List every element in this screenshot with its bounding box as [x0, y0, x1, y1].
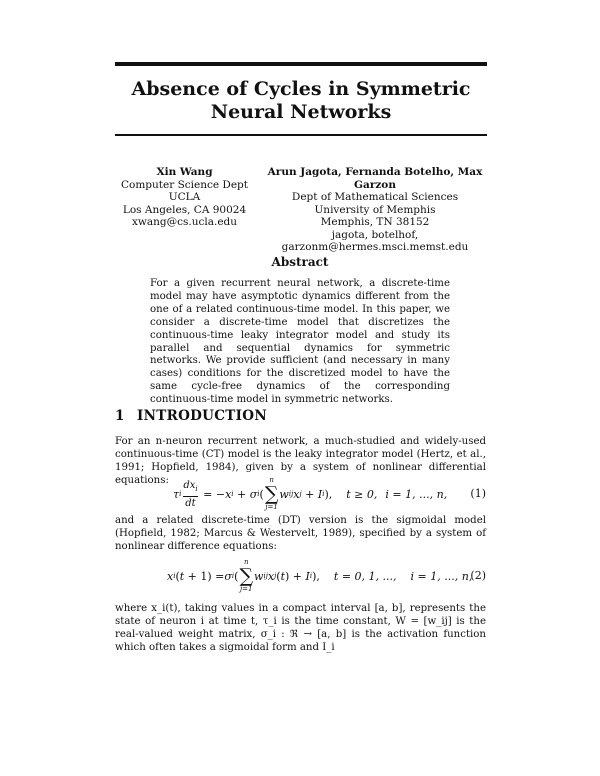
equation-2 [115, 552, 486, 600]
equation-2-number: (2) [470, 569, 486, 582]
author-email: xwang@cs.ucla.edu [131, 216, 238, 228]
author-block-left [112, 166, 257, 229]
derivative-fraction: $\frac{dx_i}{dt}$ [183, 479, 198, 509]
intro-paragraph-1: For an n-neuron recurrent network, a much-studied and widely-used continuous-time (CT) model is the leaky integrator model (Hertz, et al., 1991; Hopfield, 1984), given by a system of nonlinear differential equations: [115, 436, 486, 486]
author-affiliation-line: UCLA [168, 191, 201, 203]
author-affiliation-line: Memphis, TN 38152 [320, 216, 430, 228]
equation-2-condition-index: i = 1, ..., n, [410, 569, 473, 583]
equation-1-condition-index: i = 1, ..., n, [385, 487, 448, 501]
equation-2-condition-time: t = 0, 1, ..., [333, 569, 397, 583]
author-name: Arun Jagota, Fernanda Botelho, Max Garzon [267, 166, 483, 191]
author-affiliation-line: University of Memphis [314, 203, 436, 216]
equation-2-body: x i ( t + 1) = σ i ( n ∑ j=1 w ij x j ( t ) + I i ), t = 0, 1, ..., i = 1, ..., n, [167, 558, 473, 593]
section-title: INTRODUCTION [137, 408, 267, 424]
summation-symbol: n ∑ j=1 [239, 558, 254, 593]
author-affiliation-line: Los Angeles, CA 90024 [122, 203, 247, 216]
author-name: Xin Wang [156, 166, 213, 178]
abstract-text: For a given recurrent neural network, a discrete-time model may have asymptotic dynamics different from the one of a related continuous-time model. In this paper, we consider a discrete-time model that discretizes the continuous-time leaky integrator model and study its parallel and sequential dynamics for symmetric networks. We provide sufficient (and necessary in many cases) conditions for the discretized model to have the same cycle-free dynamics of the corresponding continuous-time model in symmetric networks. [150, 278, 450, 406]
equation-1-body: τ i $\frac{dx_i}{dt}$ = − x i + σ i ( n ∑ j=1 w ij x j + I i ), t ≥ 0, i = 1, ..., n, [173, 476, 448, 511]
equation-1 [115, 470, 486, 518]
title-rule-top [115, 62, 487, 66]
intro-paragraph-2: and a related discrete-time (DT) version is the sigmoidal model (Hopfield, 1982; Marcus & Westervelt, 1989), specified by a system of nonlinear difference equations: [115, 515, 486, 552]
summation-symbol: n ∑ j=1 [264, 476, 279, 511]
section-number: 1 [115, 408, 125, 424]
section-heading [115, 408, 267, 424]
author-affiliation-line: Computer Science Dept [121, 178, 248, 191]
equation-1-condition-time: t ≥ 0, [346, 487, 378, 501]
title-rule-bottom [115, 134, 487, 136]
author-block-right [250, 166, 500, 254]
author-email: jagota, botelhof, garzonm@hermes.msci.memst.edu [281, 228, 469, 253]
paper-title: Absence of Cycles in Symmetric Neural Networks [131, 78, 471, 123]
equation-1-number: (1) [470, 487, 486, 500]
abstract-heading: Abstract [271, 255, 329, 269]
intro-paragraph-3: where x_i(t), taking values in a compact interval [a, b], represents the state of neuron i at time t, τ_i is the time constant, W = [w_ij] is the real-valued weight matrix, σ_i : ℜ → [a, b] is the activation function which often takes a sigmoidal form and I_i [115, 603, 486, 653]
author-affiliation-line: Dept of Mathematical Sciences [291, 191, 459, 203]
